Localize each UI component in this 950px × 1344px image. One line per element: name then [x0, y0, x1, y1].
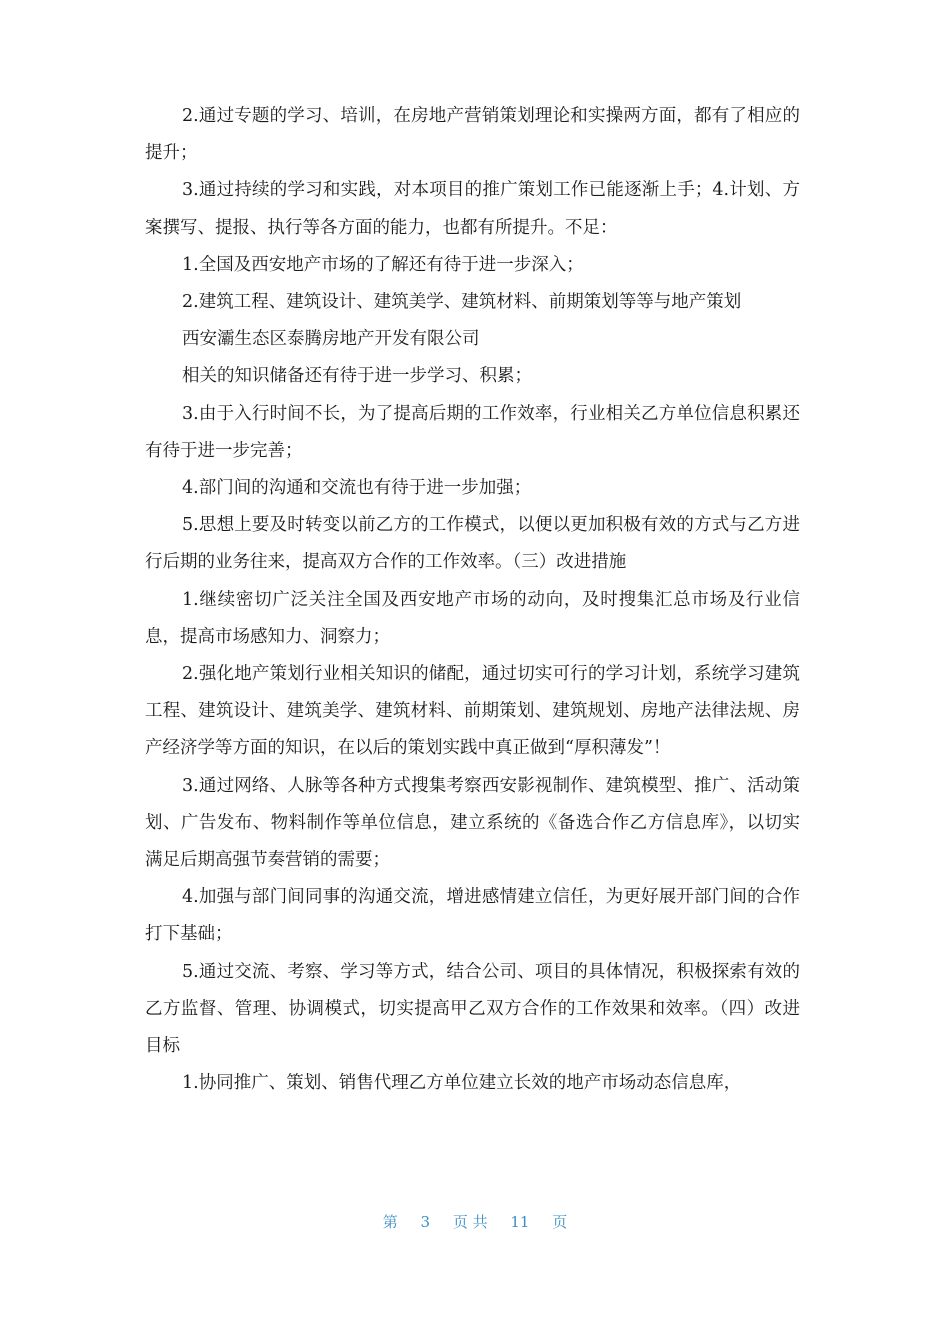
footer-label-page: 第: [382, 1213, 398, 1231]
document-body: [145, 98, 800, 1102]
paragraph: 1.协同推广、策划、销售代理乙方单位建立长效的地产市场动态信息库，: [182, 1073, 742, 1094]
company-name-line: 西安灞生态区泰腾房地产开发有限公司: [182, 329, 480, 350]
paragraph: 4.部门间的沟通和交流也有待于进一步加强；: [182, 478, 532, 499]
footer-total-pages: 11: [510, 1213, 530, 1231]
footer-current-page: 3: [420, 1213, 431, 1231]
paragraph: 2.强化地产策划行业相关知识的储配，通过切实可行的学习计划，系统学习建筑工程、建筑设计、建筑美学、建筑材料、前期策划、建筑规划、房地产法律法规、房产经济学等方面的知识，在以后的策划实践中真正做到“厚积薄发”！: [145, 664, 800, 759]
paragraph: 2.建筑工程、建筑设计、建筑美学、建筑材料、前期策划等等与地产策划: [182, 292, 742, 313]
footer-label-of: 页 共: [452, 1213, 488, 1231]
paragraph: 4.加强与部门间同事的沟通交流，增进感情建立信任，为更好展开部门间的合作打下基础；: [145, 887, 800, 945]
paragraph: 1.继续密切广泛关注全国及西安地产市场的动向，及时搜集汇总市场及行业信息，提高市场感知力、洞察力；: [145, 589, 800, 647]
paragraph: 2.通过专题的学习、培训，在房地产营销策划理论和实操两方面，都有了相应的提升；: [145, 106, 800, 164]
paragraph: 5.通过交流、考察、学习等方式，结合公司、项目的具体情况，积极探索有效的乙方监督、管理、协调模式，切实提高甲乙双方合作的工作效果和效率。（四）改进目标: [145, 961, 800, 1057]
paragraph: 3.通过持续的学习和实践，对本项目的推广策划工作已能逐渐上手；4.计划、方案撰写、提报、执行等各方面的能力，也都有所提升。不足：: [145, 180, 800, 238]
paragraph: 3.由于入行时间不长，为了提高后期的工作效率，行业相关乙方单位信息积累还有待于进一步完善；: [145, 403, 800, 461]
paragraph: 相关的知识储备还有待于进一步学习、积累；: [182, 366, 532, 387]
paragraph: 3.通过网络、人脉等各种方式搜集考察西安影视制作、建筑模型、推广、活动策划、广告发布、物料制作等单位信息，建立系统的《备选合作乙方信息库》，以切实满足后期高强节奏营销的需要；: [145, 775, 800, 871]
footer-label-pages: 页: [552, 1213, 568, 1231]
paragraph: 1.全国及西安地产市场的了解还有待于进一步深入；: [182, 254, 584, 275]
paragraph: 5.思想上要及时转变以前乙方的工作模式，以便以更加积极有效的方式与乙方进行后期的业务往来，提高双方合作的工作效率。（三）改进措施: [145, 515, 800, 573]
page-footer: [0, 1211, 950, 1232]
